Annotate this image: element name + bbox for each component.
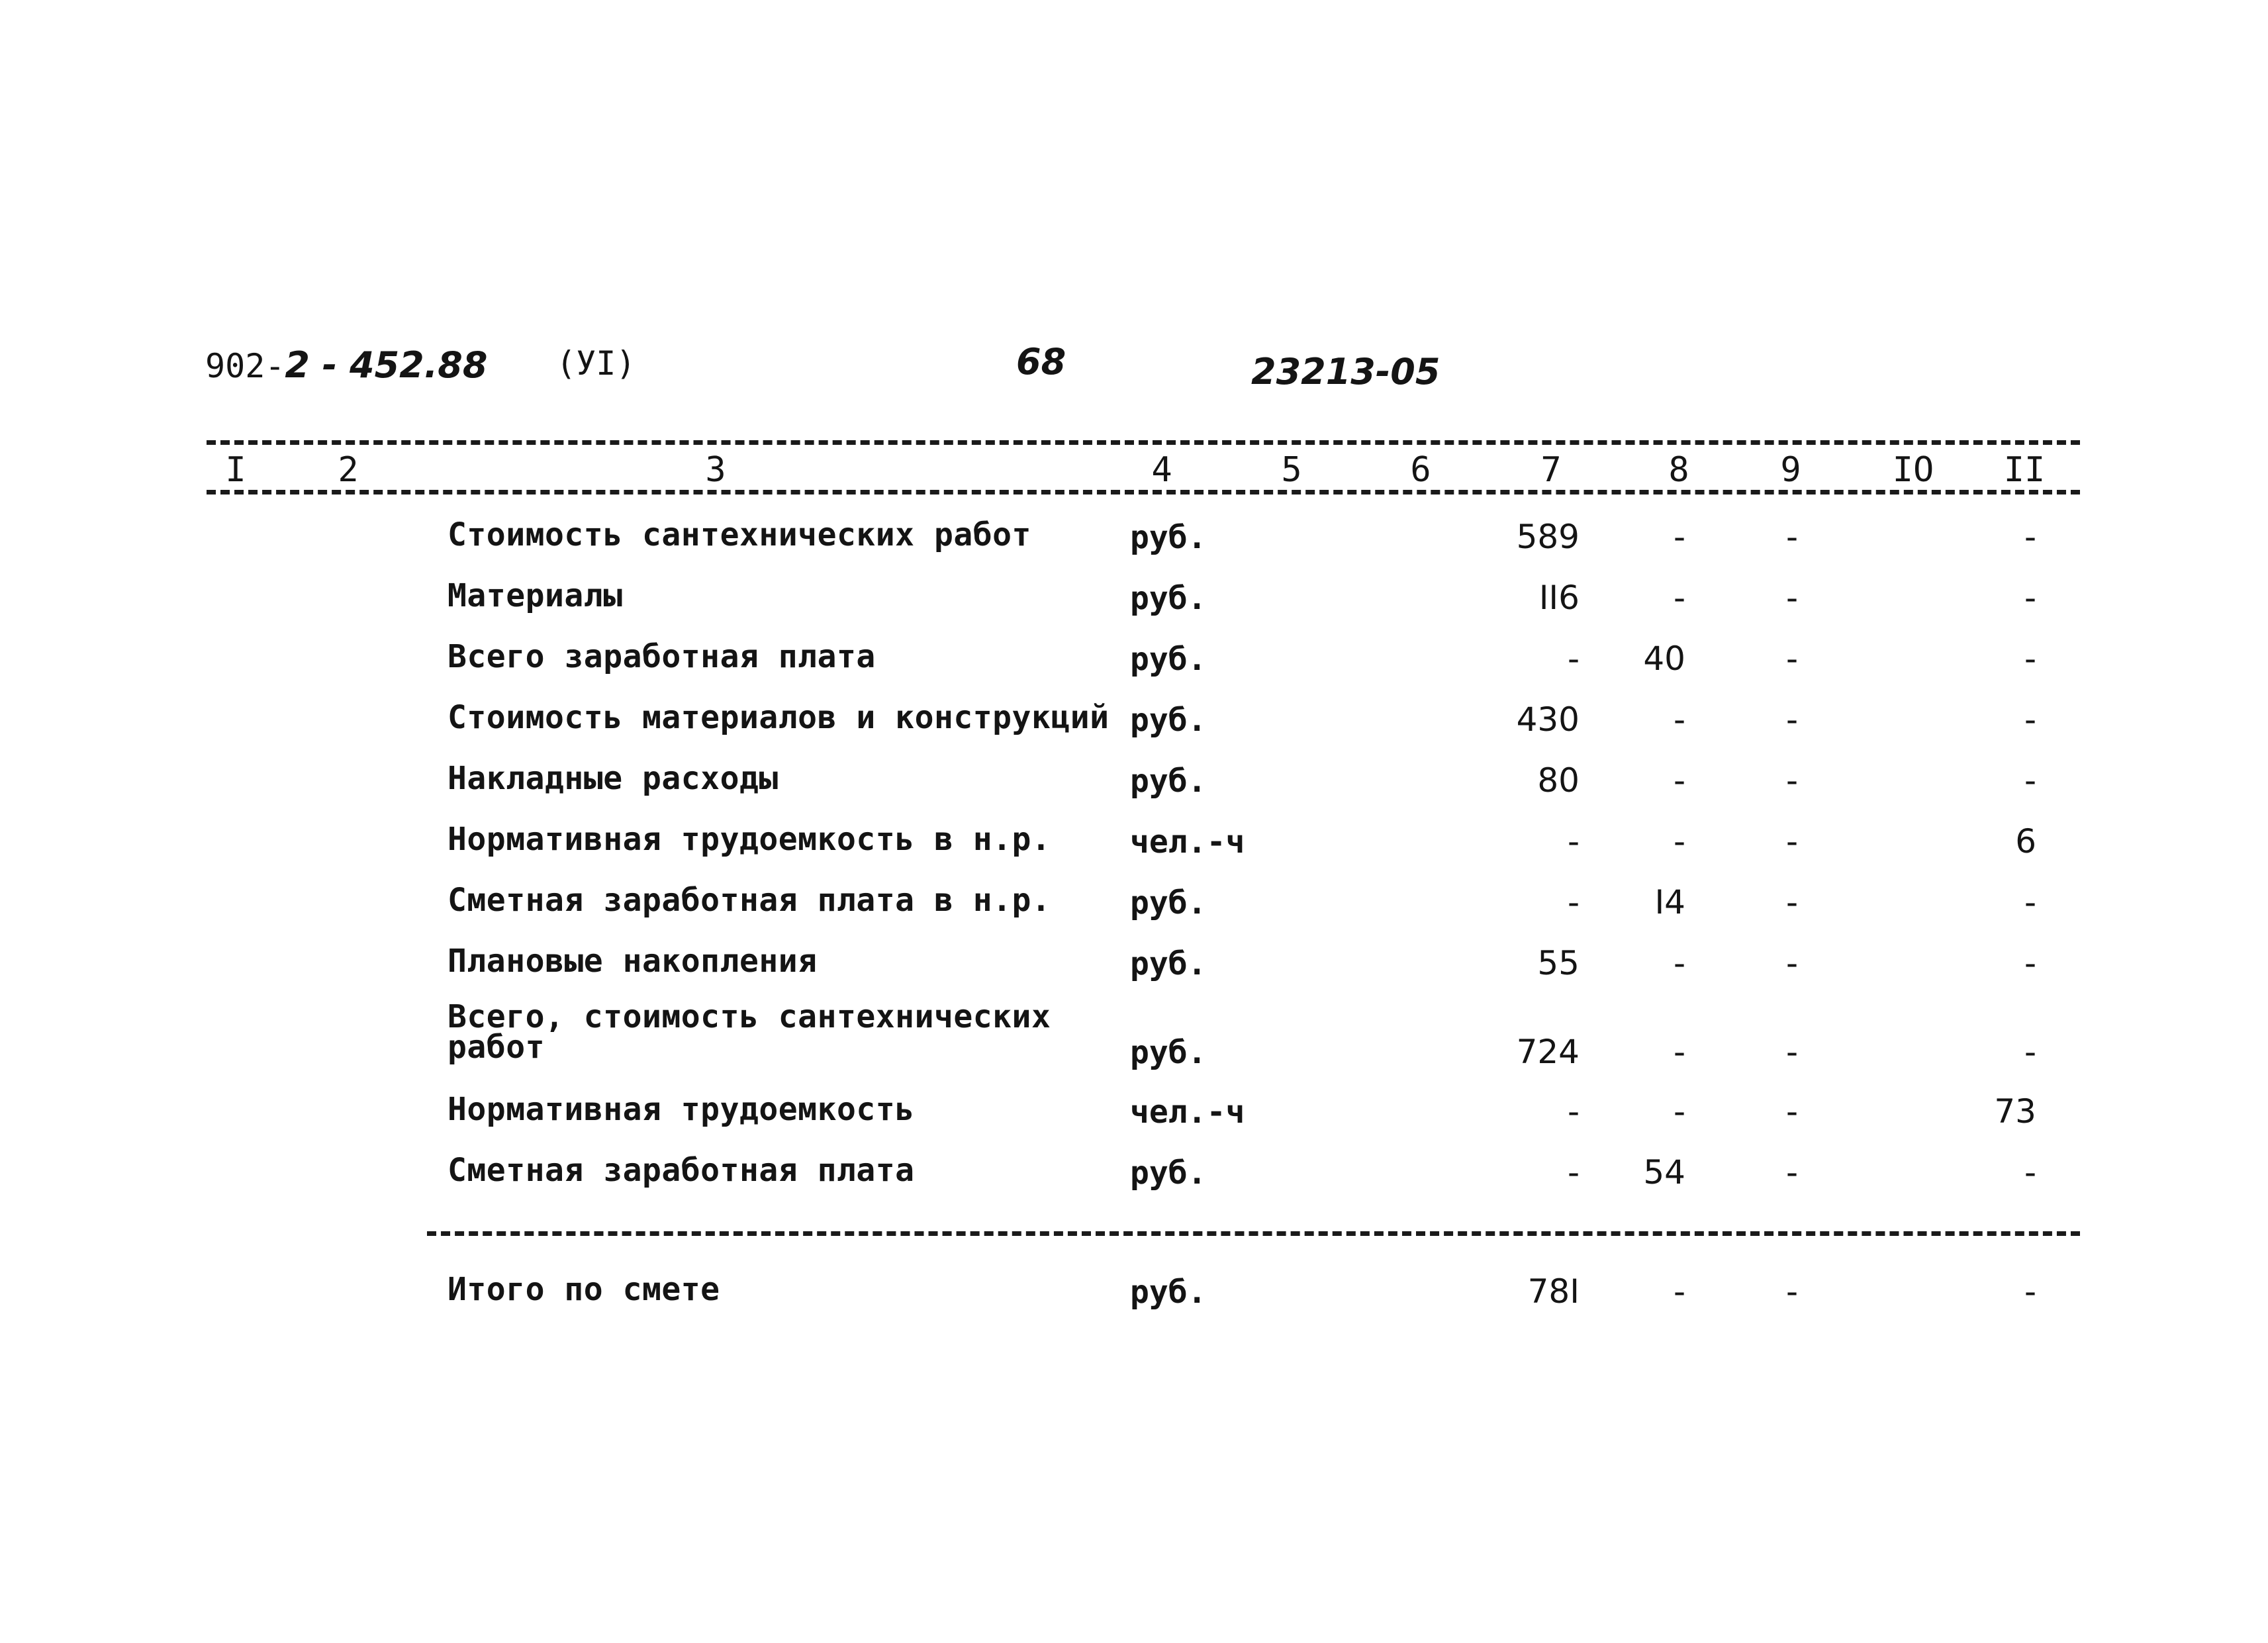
row-unit: руб. <box>1130 1154 1207 1192</box>
row-label: Нормативная трудоемкость в н.р. <box>448 821 1051 858</box>
cell-col9: - <box>1785 518 1798 556</box>
document-number-printed: 902- <box>205 347 285 385</box>
row-label: Сметная заработная плата в н.р. <box>448 882 1051 919</box>
header-bottom-rule <box>207 490 2080 494</box>
cell-col7: 724 <box>1516 1033 1580 1071</box>
document-code: 23213-05 <box>1251 351 1441 393</box>
cell-col8: - <box>1673 944 1685 982</box>
row-label: Стоимость материалов и конструкций <box>448 699 1110 736</box>
header-top-rule <box>207 440 2080 445</box>
row-label: Плановые накопления <box>448 943 818 980</box>
cell-col11: - <box>2024 1153 2036 1192</box>
row-unit: руб. <box>1130 702 1207 739</box>
cell-col9: - <box>1785 883 1798 921</box>
cell-col9: - <box>1785 579 1798 617</box>
cell-col8: 54 <box>1643 1153 1685 1192</box>
column-number-10: IO <box>1892 450 1934 490</box>
row-label: Стоимость сантехнических работ <box>448 516 1031 553</box>
cell-col8: - <box>1673 579 1685 617</box>
row-label: Всего заработная плата <box>448 638 876 675</box>
cell-col7: - <box>1567 1153 1580 1192</box>
cell-col8: - <box>1673 1033 1685 1071</box>
cell-col7: - <box>1567 639 1580 678</box>
row-unit: руб. <box>1130 763 1207 800</box>
cell-col7: 430 <box>1516 700 1580 739</box>
row-unit: руб. <box>1130 945 1207 982</box>
cell-col9: - <box>1785 822 1798 861</box>
column-number-11: II <box>2003 450 2046 490</box>
row-label: Нормативная трудоемкость <box>448 1091 915 1128</box>
cell-col8: - <box>1673 518 1685 556</box>
cell-col11: 6 <box>2015 822 2036 861</box>
row-label-line2: работ <box>448 1029 545 1066</box>
cell-col11: - <box>2024 761 2036 800</box>
cell-col8: - <box>1673 1092 1685 1131</box>
cell-col9: - <box>1785 944 1798 982</box>
row-label: Сметная заработная плата <box>448 1152 915 1189</box>
cell-col8: - <box>1673 761 1685 800</box>
row-label-line1: Всего, стоимость сантехнических <box>448 998 1051 1035</box>
cell-col9: - <box>1785 1153 1798 1192</box>
column-number-9: 9 <box>1780 450 1801 490</box>
total-col9: - <box>1785 1272 1798 1311</box>
cell-col9: - <box>1785 1033 1798 1071</box>
total-col11: - <box>2024 1272 2036 1311</box>
row-unit: чел.-ч <box>1130 1094 1245 1131</box>
column-number-1: I <box>225 450 246 490</box>
cell-col11: - <box>2024 518 2036 556</box>
cell-col7: - <box>1567 883 1580 921</box>
total-col8: - <box>1673 1272 1685 1311</box>
column-number-6: 6 <box>1410 450 1431 490</box>
row-unit: руб. <box>1130 519 1207 556</box>
cell-col8: I4 <box>1654 883 1685 921</box>
cell-col9: - <box>1785 700 1798 739</box>
cell-col11: - <box>2024 639 2036 678</box>
cell-col8: 40 <box>1643 639 1685 678</box>
row-label: Материалы <box>448 577 623 614</box>
row-unit: руб. <box>1130 641 1207 678</box>
cell-col7: - <box>1567 1092 1580 1131</box>
row-unit: руб. <box>1130 884 1207 921</box>
cell-col7: - <box>1567 822 1580 861</box>
cell-col11: - <box>2024 700 2036 739</box>
column-number-2: 2 <box>338 450 359 490</box>
cell-col11: - <box>2024 579 2036 617</box>
volume-label: (УI) <box>556 344 636 383</box>
cell-col8: - <box>1673 700 1685 739</box>
cell-col7: 589 <box>1516 518 1580 556</box>
total-separator-rule <box>427 1231 2080 1236</box>
page-number: 68 <box>1016 341 1066 383</box>
column-number-4: 4 <box>1151 450 1172 490</box>
cell-col11: - <box>2024 1033 2036 1071</box>
row-unit: чел.-ч <box>1130 823 1245 861</box>
column-number-8: 8 <box>1668 450 1689 490</box>
column-number-7: 7 <box>1540 450 1562 490</box>
cell-col8: - <box>1673 822 1685 861</box>
cell-col9: - <box>1785 761 1798 800</box>
cell-col9: - <box>1785 1092 1798 1131</box>
row-unit: руб. <box>1130 580 1207 617</box>
row-unit: руб. <box>1130 1034 1207 1071</box>
cell-col9: - <box>1785 639 1798 678</box>
cell-col11: 73 <box>1994 1092 2036 1131</box>
cell-col7: II6 <box>1538 579 1580 617</box>
document-number-handwritten: 2 - 452.88 <box>285 344 488 386</box>
total-label: Итого по смете <box>448 1271 720 1308</box>
cell-col7: 80 <box>1537 761 1580 800</box>
total-unit: руб. <box>1130 1274 1207 1311</box>
cell-col11: - <box>2024 883 2036 921</box>
cell-col7: 55 <box>1537 944 1580 982</box>
row-label: Накладные расходы <box>448 760 779 797</box>
document-number <box>205 344 487 386</box>
cell-col11: - <box>2024 944 2036 982</box>
column-number-5: 5 <box>1281 450 1302 490</box>
column-number-3: 3 <box>705 450 726 490</box>
total-col7: 78I <box>1527 1272 1580 1311</box>
